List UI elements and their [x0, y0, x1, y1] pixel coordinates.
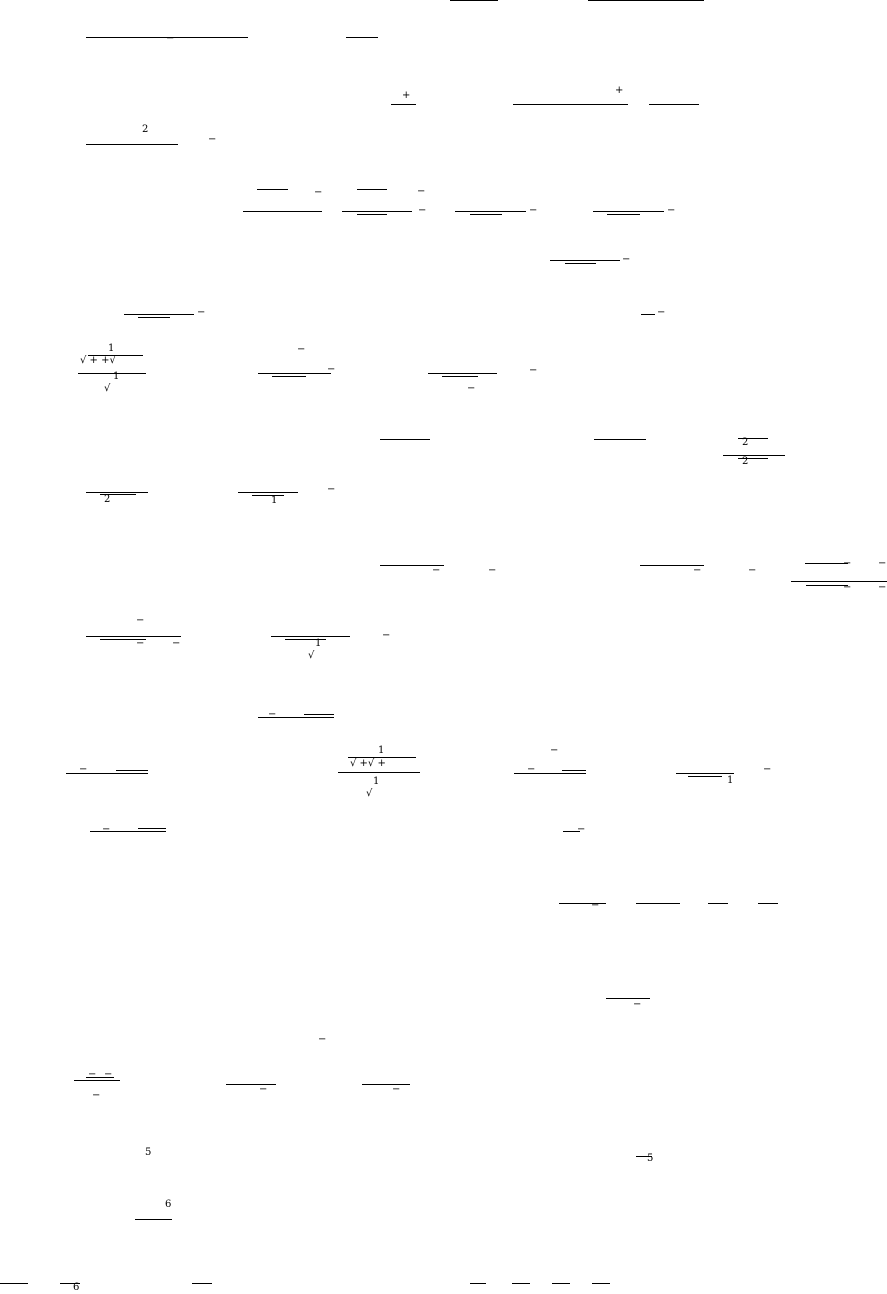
formula-symbol: −	[297, 344, 306, 355]
formula-subscript: 6	[73, 1282, 80, 1293]
formula-symbol: −	[79, 764, 88, 775]
formula-symbol: +	[402, 90, 411, 101]
formula-numerator: 1	[108, 343, 115, 354]
formula-symbol: −	[878, 582, 887, 593]
formula-symbol: −	[622, 254, 631, 265]
sqrt-icon: √	[366, 788, 373, 799]
formula-symbol: −	[763, 764, 772, 775]
formula-symbol: −	[748, 565, 757, 576]
formula-symbol: −	[843, 582, 852, 593]
formula-symbol: −	[197, 307, 206, 318]
formula-symbol: −	[529, 205, 538, 216]
formula-superscript: 2	[104, 494, 111, 505]
formula-radicals: √ + +√	[80, 355, 116, 366]
formula-symbol: −	[667, 205, 676, 216]
formula-radicals: √ +√ +	[350, 758, 386, 769]
formula-superscript: 2	[742, 456, 749, 467]
formula-superscript: 6	[165, 1199, 172, 1210]
formula-symbol: −	[327, 364, 336, 375]
formula-symbol: 5	[145, 1147, 152, 1158]
formula-symbol: −	[577, 824, 586, 835]
formula-symbol: −	[104, 1069, 113, 1080]
formula-numerator: 1	[113, 371, 120, 382]
formula-symbol: −	[327, 484, 336, 495]
formula-superscript: 2	[742, 437, 749, 448]
formula-symbol: −	[527, 764, 536, 775]
formula-symbol: −	[172, 638, 181, 649]
formula-numerator: 1	[373, 776, 380, 787]
formula-superscript: 2	[142, 124, 149, 135]
formula-symbol: −	[314, 187, 323, 198]
formula-symbol: −	[550, 745, 559, 756]
sqrt-icon: √	[104, 383, 111, 394]
formula-numerator: 1	[378, 745, 385, 756]
formula-symbol: −	[136, 615, 145, 626]
sqrt-icon: √	[308, 650, 315, 661]
formula-symbol: −	[467, 383, 476, 394]
formula-symbol: −	[88, 1069, 97, 1080]
formula-symbol: −	[878, 558, 887, 569]
formula-symbol: −	[166, 33, 175, 44]
formula-symbol: −	[843, 558, 852, 569]
formula-symbol: −	[136, 638, 145, 649]
formula-symbol: −	[268, 709, 277, 720]
formula-symbol: +	[615, 85, 624, 96]
formula-symbol: −	[693, 565, 702, 576]
formula-symbol: −	[102, 824, 111, 835]
formula-numerator: 1	[271, 495, 278, 506]
formula-symbol: −	[591, 900, 600, 911]
formula-symbol: −	[417, 186, 426, 197]
formula-symbol: −	[208, 134, 217, 145]
formula-symbol: −	[259, 1084, 268, 1095]
formula-subscript: 5	[647, 1153, 654, 1164]
formula-symbol: −	[633, 999, 642, 1010]
formula-symbol: −	[432, 565, 441, 576]
formula-symbol: −	[418, 205, 427, 216]
formula-symbol: −	[92, 1090, 101, 1101]
formula-symbol: −	[382, 630, 391, 641]
formula-symbol: −	[657, 307, 666, 318]
formula-symbol: −	[392, 1084, 401, 1095]
formula-numerator: 1	[727, 775, 734, 786]
formula-numerator: 1	[315, 638, 322, 649]
formula-symbol: −	[529, 365, 538, 376]
formula-symbol: −	[488, 565, 497, 576]
formula-symbol: −	[318, 1034, 327, 1045]
